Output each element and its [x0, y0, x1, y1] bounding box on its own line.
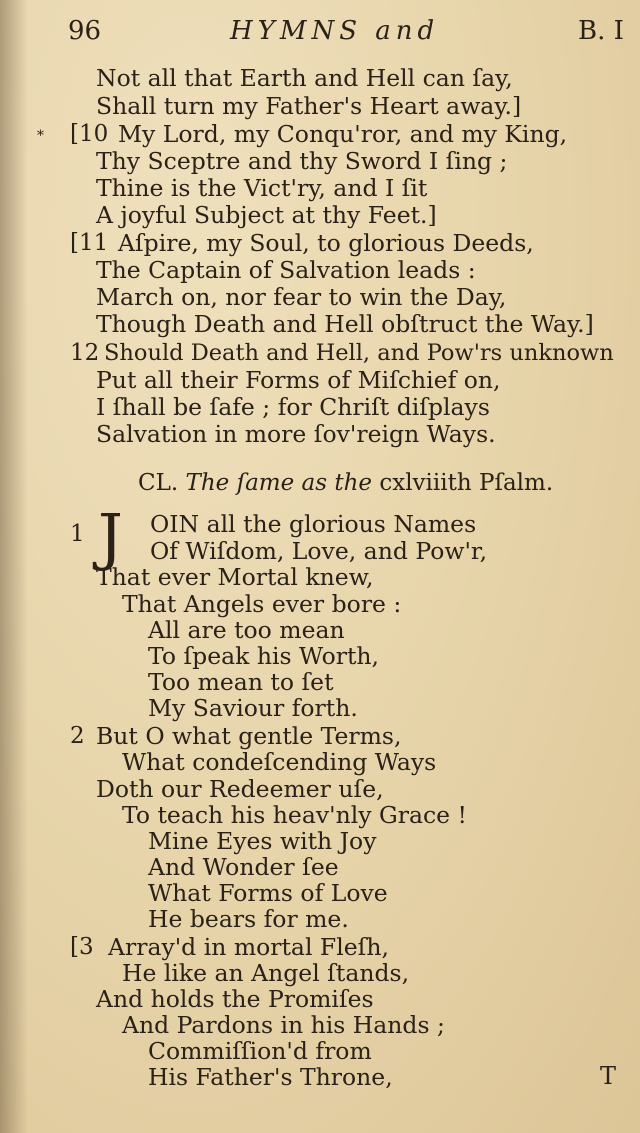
verse-line: Doth our Redeemer uſe, — [96, 775, 384, 803]
hymn-number: CL. — [138, 470, 179, 496]
verse-line: He bears for me. — [148, 905, 349, 933]
verse-line: Array'd in mortal Fleſh, — [108, 933, 389, 961]
verse-line: That Angels ever bore : — [122, 590, 402, 618]
verse-line: And Pardons in his Hands ; — [122, 1011, 445, 1039]
running-title: HYMNS and — [230, 16, 440, 46]
verse-line: A joyful Subject at thy Feet.] — [96, 201, 437, 229]
catchword: T — [600, 1062, 617, 1090]
verse-line: Thine is the Vict'ry, and I ſit — [96, 174, 428, 202]
verse-line: Should Death and Hell, and Pow'rs unknown — [104, 340, 614, 366]
verse-line: To ſpeak his Worth, — [148, 642, 380, 670]
verse-line: Salvation in more ſov'reign Ways. — [96, 420, 496, 448]
hymn-title: The ſame as the — [185, 470, 373, 496]
book-reference: B. I — [578, 16, 624, 46]
running-header — [0, 14, 640, 48]
verse-line: To teach his heav'nly Grace ! — [122, 801, 467, 829]
verse-line: Aſpire, my Soul, to glorious Deeds, — [118, 229, 534, 257]
verse-line: He like an Angel ſtands, — [122, 959, 410, 987]
verse-line: Not all that Earth and Hell can ſay, — [96, 64, 513, 92]
verse-line: OIN all the glorious Names — [150, 510, 477, 538]
page-number: 96 — [68, 16, 102, 46]
stanza-number: [3 — [70, 934, 94, 960]
verse-line: Commiſſion'd from — [148, 1037, 372, 1065]
stanza-number: [10 — [70, 121, 109, 147]
verse-line: Put all their Forms of Miſchief on, — [96, 366, 501, 394]
verse-line: His Father's Throne, — [148, 1063, 393, 1091]
verse-line: All are too mean — [148, 616, 345, 644]
stanza-number: 1 — [70, 521, 85, 547]
verse-line: The Captain of Salvation leads : — [96, 256, 476, 284]
margin-mark: * — [37, 128, 44, 144]
verse-line: My Saviour forth. — [148, 694, 358, 722]
stanza-number: [11 — [70, 230, 109, 256]
verse-line: I ſhall be ſafe ; for Chriſt diſplays — [96, 393, 490, 421]
hymn-heading — [138, 470, 553, 496]
verse-line: What Forms of Love — [148, 879, 388, 907]
page-gutter-shadow — [0, 0, 28, 1133]
hymn-title-tail: cxlviiith Pſalm. — [379, 470, 554, 496]
verse-line: Of Wiſdom, Love, and Pow'r, — [150, 537, 488, 565]
verse-line: My Lord, my Conqu'ror, and my King, — [118, 120, 568, 148]
verse-line: That ever Mortal knew, — [96, 563, 374, 591]
drop-capital: J — [98, 500, 123, 573]
verse-line: Too mean to ſet — [148, 668, 334, 696]
verse-line: March on, nor fear to win the Day, — [96, 283, 507, 311]
stanza-number: 12 — [70, 340, 100, 366]
stanza-number: 2 — [70, 723, 85, 749]
verse-line: Thy Sceptre and thy Sword I ſing ; — [96, 147, 508, 175]
verse-line: What condeſcending Ways — [122, 748, 437, 776]
verse-line: And Wonder ſee — [148, 853, 339, 881]
verse-line: And holds the Promiſes — [96, 985, 374, 1013]
verse-line: But O what gentle Terms, — [96, 722, 402, 750]
verse-line: Mine Eyes with Joy — [148, 827, 377, 855]
verse-line: Shall turn my Father's Heart away.] — [96, 92, 522, 120]
verse-line: Though Death and Hell obſtruct the Way.] — [96, 310, 594, 338]
